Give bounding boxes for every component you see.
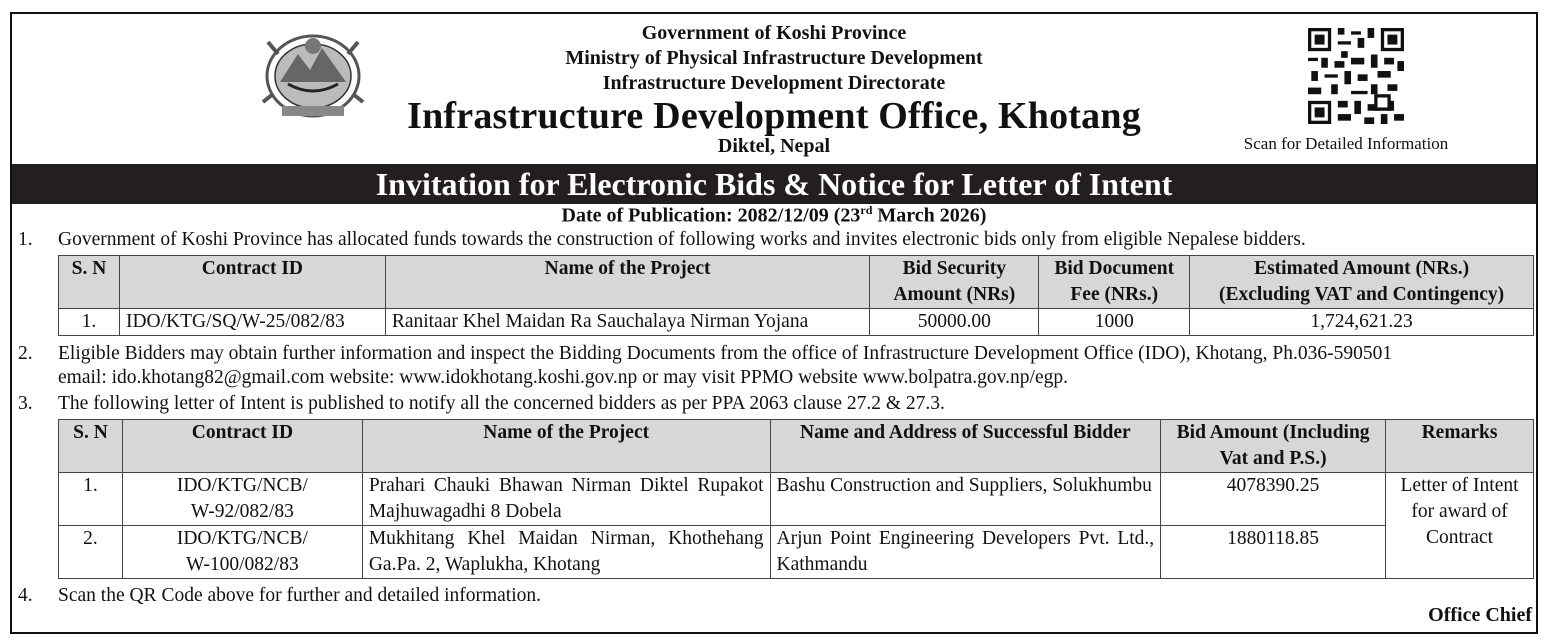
col-estimated-amount-l2: (Excluding VAT and Contingency) <box>1219 284 1505 305</box>
notice-title-banner: Invitation for Electronic Bids & Notice for Letter of Intent <box>12 164 1536 204</box>
col-remarks: Remarks <box>1386 420 1534 473</box>
bid-table-header <box>59 256 1534 309</box>
clause-1 <box>18 228 1306 252</box>
col-sn: S. N <box>59 420 123 473</box>
cell-project-name: Mukhitang Khel Maidan Nirman, Khothehang Ga.Pa. 2, Waplukha, Khotang <box>362 526 770 579</box>
cell-bid-amount: 1880118.85 <box>1161 526 1386 579</box>
cell-project-name: Prahari Chauki Bhawan Nirman Diktel Rupakot Majhuwagadhi 8 Dobela <box>362 473 770 526</box>
col-contract-id: Contract ID <box>119 256 385 309</box>
col-project-name: Name of the Project <box>385 256 870 309</box>
remarks-line2: for award of <box>1411 501 1508 522</box>
cell-contract-id: IDO/KTG/SQ/W-25/082/83 <box>119 309 385 336</box>
cell-successful-bidder: Bashu Construction and Suppliers, Solukhumbu <box>770 473 1161 526</box>
letter-of-intent-table <box>58 419 1534 579</box>
cell-sn: 2. <box>59 526 123 579</box>
col-estimated-amount-l1: Estimated Amount (NRs.) <box>1254 258 1470 279</box>
publication-date-prefix: Date of Publication: 2082/12/09 (23 <box>561 204 861 227</box>
clause-number: 3. <box>18 393 33 414</box>
col-contract-id: Contract ID <box>122 420 362 473</box>
cell-contract-id <box>122 473 362 526</box>
cell-document-fee: 1000 <box>1039 309 1190 336</box>
table-row <box>59 473 1534 526</box>
col-document-fee-l2: Fee (NRs.) <box>1070 284 1159 305</box>
cell-sn: 1. <box>59 473 123 526</box>
clause-4 <box>18 584 541 608</box>
col-bid-amount-l1: Bid Amount (Including <box>1176 422 1370 443</box>
header-ministry: Ministry of Physical Infrastructure Development <box>565 47 983 69</box>
table-row <box>59 309 1534 336</box>
cell-bid-security: 50000.00 <box>870 309 1039 336</box>
office-title: Infrastructure Development Office, Khotang <box>407 95 1141 137</box>
clause-text: Scan the QR Code above for further and detailed information. <box>58 585 542 606</box>
bid-table <box>58 255 1534 336</box>
clause-text-line1: Eligible Bidders may obtain further information and inspect the Bidding Documents from the office of Infrastructure Development Office (IDO), Khotang, Ph.036-590501 <box>58 343 1393 364</box>
col-sn: S. N <box>59 256 120 309</box>
cell-contract-id-l1: IDO/KTG/NCB/ <box>176 475 308 496</box>
remarks-line3: Contract <box>1425 527 1494 548</box>
qr-caption: Scan for Detailed Information <box>1243 134 1449 153</box>
publication-date-suffix: March 2026) <box>872 204 987 227</box>
cell-contract-id-l2: W-92/082/83 <box>190 501 294 522</box>
cell-contract-id-l2: W-100/082/83 <box>186 554 299 575</box>
col-bid-security <box>870 256 1039 309</box>
col-project-name: Name of the Project <box>362 420 770 473</box>
cell-project-name: Ranitaar Khel Maidan Ra Sauchalaya Nirman Yojana <box>385 309 870 336</box>
cell-estimated-amount: 1,724,621.23 <box>1190 309 1534 336</box>
col-document-fee-l1: Bid Document <box>1054 258 1175 279</box>
table-row <box>59 526 1534 579</box>
col-document-fee <box>1039 256 1190 309</box>
signature-office-chief: Office Chief <box>1428 604 1532 626</box>
cell-sn: 1. <box>59 309 120 336</box>
header-directorate: Infrastructure Development Directorate <box>602 72 946 94</box>
publication-date <box>12 203 1536 228</box>
clause-text: The following letter of Intent is published to notify all the concerned bidders as per PPA 2063 clause 27.2 & 27.3. <box>58 393 945 414</box>
publication-date-sup: rd <box>860 203 873 217</box>
clause-number: 2. <box>18 343 33 364</box>
clause-number: 4. <box>18 585 33 606</box>
cell-bid-amount: 4078390.25 <box>1161 473 1386 526</box>
cell-remarks <box>1386 473 1534 579</box>
cell-successful-bidder: Arjun Point Engineering Developers Pvt. Ltd., Kathmandu <box>770 526 1161 579</box>
header-government: Government of Koshi Province <box>641 22 907 44</box>
clause-2 <box>18 342 1392 390</box>
clause-text-line2: email: ido.khotang82@gmail.com website: www.idokhotang.koshi.gov.np or may visit PPMO website www.bolpatra.gov.np/egp. <box>58 367 1068 388</box>
cell-contract-id-l1: IDO/KTG/NCB/ <box>176 528 308 549</box>
clause-text: Government of Koshi Province has allocated funds towards the construction of following works and invites electronic bids only from eligible Nepalese bidders. <box>58 229 1306 250</box>
qr-code-icon[interactable] <box>1308 28 1404 124</box>
col-bid-security-l2: Amount (NRs) <box>893 284 1016 305</box>
col-bid-amount <box>1161 420 1386 473</box>
col-bid-security-l1: Bid Security <box>902 258 1007 279</box>
clause-3 <box>18 392 945 416</box>
clause-number: 1. <box>18 229 33 250</box>
col-estimated-amount <box>1190 256 1534 309</box>
loi-table-header <box>59 420 1534 473</box>
cell-contract-id <box>122 526 362 579</box>
notice-header <box>12 14 1536 164</box>
remarks-line1: Letter of Intent <box>1400 475 1519 496</box>
col-successful-bidder: Name and Address of Successful Bidder <box>770 420 1161 473</box>
col-bid-amount-l2: Vat and P.S.) <box>1219 448 1327 469</box>
office-location: Diktel, Nepal <box>717 135 831 157</box>
notice-frame <box>10 12 1538 634</box>
